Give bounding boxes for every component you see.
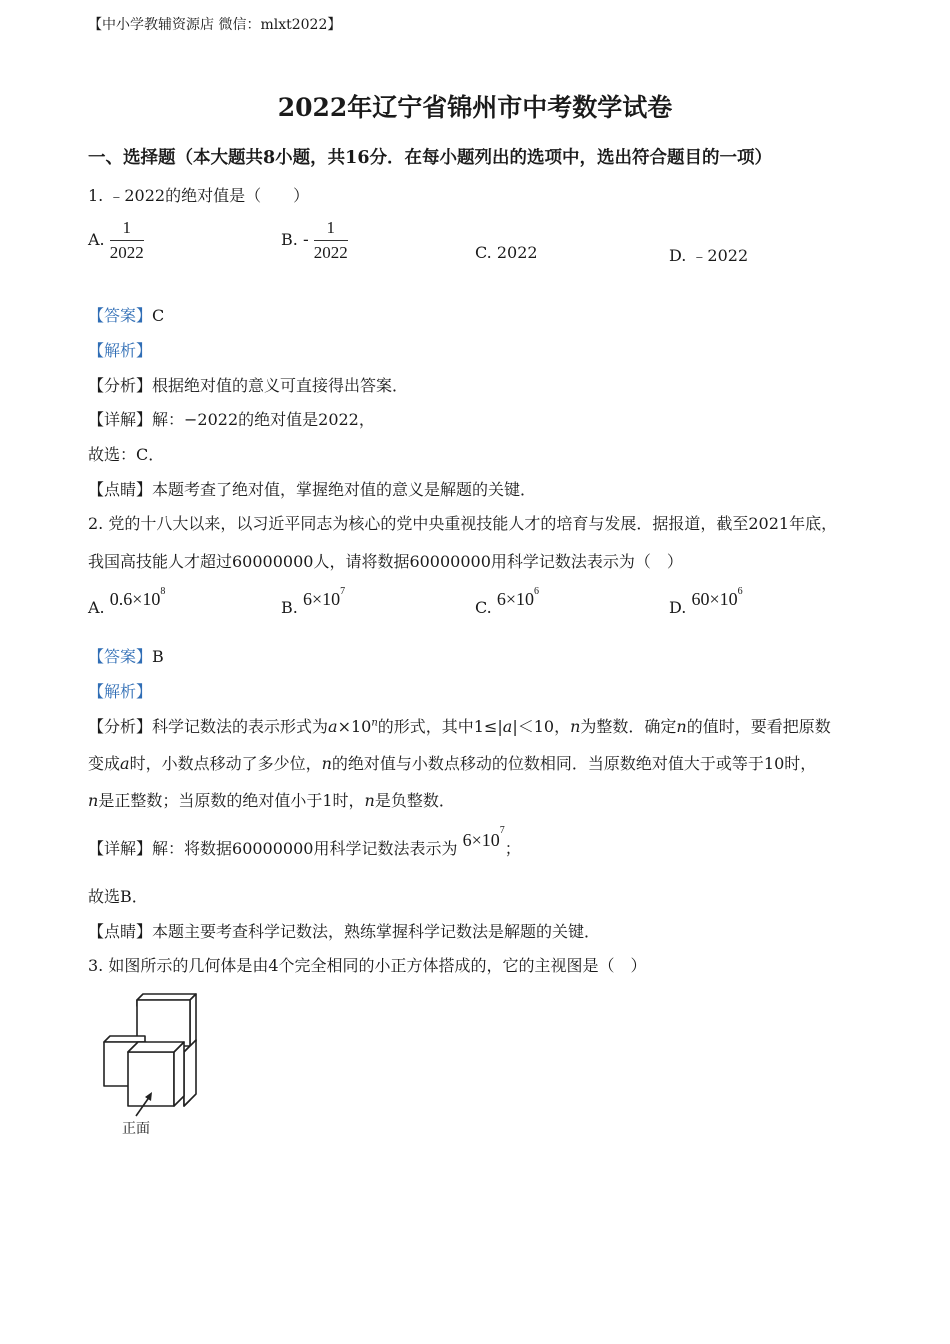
q3-cube-figure [100,990,200,1146]
sci-exponent: 8 [160,586,166,597]
q1-option-a[interactable] [88,218,144,263]
dianjing-text: 本题考查了绝对值，掌握绝对值的意义是解题的关键． [152,480,537,499]
var-n: n [570,717,581,736]
fenxi-text: 的值时，要看把原数 [686,717,831,736]
q1-guxuan: 故选：C． [88,445,165,464]
fenxi-text: 根据绝对值的意义可直接得出答案． [152,376,409,395]
back-cube-side [184,1040,196,1106]
fenxi-text: 时，小数点移动了多少位， [129,754,322,773]
q2-xiangjie [88,825,521,859]
fraction-denominator: 2022 [109,243,144,262]
q2-fenxi-line2 [88,751,816,774]
var-n: n [364,791,375,810]
sci-base: 6×10 [302,589,341,609]
q2-option-d-expression [691,586,743,609]
q2-option-d[interactable] [669,586,743,618]
left-cube-top [104,1036,145,1042]
q2-option-b[interactable] [281,586,346,618]
fenxi-text: 是负整数． [374,791,455,810]
q2-stem-line2: 我国高技能人才超过60000000人，请将数据60000000用科学记数法表示为（ ） [88,552,683,571]
q2-xiangjie-expression [462,825,505,850]
q1-option-b-sign: - [302,230,309,250]
q1-option-b[interactable] [281,218,348,263]
q2-fenxi-line1 [88,714,831,737]
q2-option-b-label: B. [281,598,298,617]
q2-guxuan: 故选B． [88,887,148,906]
dianjing-text: 本题主要考查科学记数法，熟练掌握科学记数法是解题的关键． [152,922,601,941]
fraction-denominator: 2022 [313,243,348,262]
q2-stem-line1: 2. 党的十八大以来，以习近平同志为核心的党中央重视技能人才的培育与发展．据报道，截至2021年底， [88,514,838,533]
fenxi-text: 的形式，其中1≤| [377,717,503,736]
front-cube-cap [128,1042,184,1052]
q2-analysis-tag: 【解析】 [88,682,153,701]
section-heading: 一、选择题（本大题共8小题，共16分．在每小题列出的选项中，选出符合题目的一项） [88,148,773,168]
sci-exponent: 6 [534,586,540,597]
fenxi-tag: 【分析】 [88,376,153,395]
q2-option-d-label: D. [669,598,687,617]
answer-tag: 【答案】 [88,647,153,666]
q1-answer [88,303,164,326]
sci-base: 6×10 [462,830,500,850]
var-n: n [88,791,99,810]
sci-base: 60×10 [691,589,738,609]
q1-stem: 1. ﹣2022的绝对值是（ ） [88,186,310,205]
xiangjie-tag: 【详解】 [88,410,153,429]
fraction-numerator: 1 [110,218,144,241]
xiangjie-tag: 【详解】 [88,839,153,858]
fenxi-text: ×10 [337,717,372,736]
q1-dianjing [88,477,536,500]
q1-fenxi [88,373,408,396]
q1-xiangjie [88,407,375,430]
top-cube-side [190,994,196,1047]
q2-option-c[interactable] [475,586,540,618]
q1-option-d[interactable]: D. ﹣2022 [669,246,749,265]
q1-option-c[interactable]: C. 2022 [475,243,538,262]
answer-tag: 【答案】 [88,306,153,325]
q3-stem: 3. 如图所示的几何体是由4个完全相同的小正方体搭成的，它的主视图是（ ） [88,956,647,975]
q1-option-a-fraction [110,218,144,263]
q2-dianjing [88,919,600,942]
q2-answer [88,644,164,667]
xiangjie-text: 解：−2022的绝对值是2022， [152,410,375,429]
fraction-numerator: 1 [314,218,348,241]
dianjing-tag: 【点睛】 [88,922,153,941]
page-title: 2022年辽宁省锦州市中考数学试卷 [277,93,673,122]
fenxi-text: 变成 [88,754,121,773]
sci-exponent: 6 [737,586,743,597]
sci-base: 6×10 [496,589,535,609]
q2-option-a[interactable] [88,586,166,618]
q1-analysis-tag: 【解析】 [88,341,153,360]
q1-option-b-fraction [314,218,348,263]
q2-option-c-label: C. [475,598,492,617]
var-a: a [120,754,130,773]
top-cube-top [137,994,196,1000]
fenxi-text: 是正整数；当原数的绝对值小于1时， [98,791,365,810]
var-a: a [502,717,513,736]
fenxi-text: |＜10， [512,717,571,736]
q1-option-b-label: B. [281,230,298,249]
q2-fenxi-line3 [88,788,455,811]
front-view-label: 正面 [122,1121,150,1137]
q2-option-a-expression [109,586,166,609]
dianjing-tag: 【点睛】 [88,480,153,499]
q1-option-a-label: A. [88,230,105,249]
sci-exponent: 7 [340,586,346,597]
answer-value: C [152,306,165,325]
var-a: a [328,717,338,736]
fenxi-text: 科学记数法的表示形式为 [152,717,329,736]
answer-value: B [152,647,164,666]
sci-base: 0.6×10 [109,589,161,609]
fenxi-text: 为整数．确定 [580,717,677,736]
q2-option-a-label: A. [88,598,105,617]
var-n: n [321,754,332,773]
var-n: n [371,717,378,729]
xiangjie-end: ； [504,839,521,858]
q2-option-c-expression [496,586,540,609]
cube-stack-drawing [100,990,200,1142]
sci-exponent: 7 [499,825,505,836]
q2-option-b-expression [302,586,346,609]
fenxi-text: 的绝对值与小数点移动的位数相同．当原数绝对值大于或等于10时， [331,754,817,773]
var-n: n [676,717,687,736]
page-header: 【中小学教辅资源店 微信：mlxt2022】 [88,17,342,33]
xiangjie-text: 解：将数据60000000用科学记数法表示为 [152,839,458,858]
fenxi-tag: 【分析】 [88,717,153,736]
